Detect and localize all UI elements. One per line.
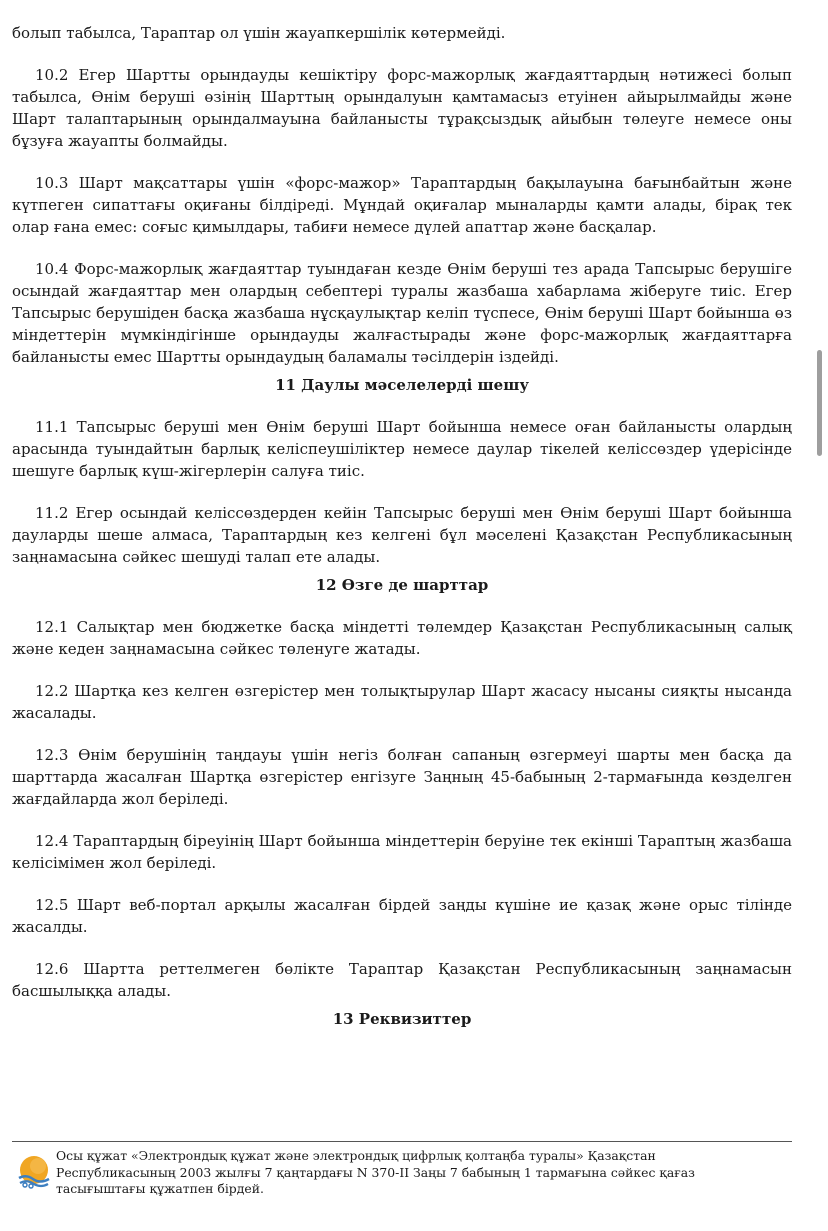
- paragraph-12-2: 12.2 Шартқа кез келген өзгерістер мен толықтырулар Шарт жасасу нысаны сияқты нысанда жасалады.: [12, 682, 792, 722]
- paragraph-10-1-continuation: болып табылса, Тараптар ол үшін жауапкершілік көтермейді.: [12, 24, 506, 42]
- paragraph-12-3: 12.3 Өнім берушінің таңдауы үшін негіз болған сапаның өзгермеуі шарты мен басқа да шарттарда жасалған Шартқа өзгерістер енгізуге Заңның 45-бабының 2-тармағында көзделген жағдайларда жол беріледі.: [12, 746, 792, 808]
- paragraph-10-4: 10.4 Форс-мажорлық жағдаяттар туындаған кезде Өнім беруші тез арада Тапсырыс берушіге осындай жағдаяттар мен олардың себептері туралы жазбаша хабарлама жіберуге тиіс. Егер Тапсырыс берушіден басқа жазбаша нұсқаулықтар келіп түспесе, Өнім беруші Шарт бойынша өз міндеттерін мүмкіндігінше орындауды жалғастырады және форс-мажорлық жағдаяттарға байланысты емес Шартты орындаудың баламалы тәсілдерін іздейді.: [12, 260, 792, 366]
- section-13-heading: 13 Реквизиттер: [332, 1010, 472, 1028]
- paragraph-12-4: 12.4 Тараптардың біреуінің Шарт бойынша міндеттерін беруіне тек екінші Тараптың жазбаша келісімімен жол беріледі.: [12, 832, 792, 872]
- section-11-heading: 11 Даулы мәселелерді шешу: [275, 376, 529, 394]
- egov-sun-logo-icon: [16, 1154, 52, 1190]
- paragraph-11-1: 11.1 Тапсырыс беруші мен Өнім беруші Шарт бойынша немесе оған байланысты олардың арасында туындайтын барлық келіспеушіліктер немесе даулар тікелей келіссөздер үдерісінде шешуге барлық күш-жігерлерін салуға тиіс.: [12, 418, 792, 480]
- paragraph-12-1: 12.1 Салықтар мен бюджетке басқа міндетті төлемдер Қазақстан Республикасының салық және кеден заңнамасына сәйкес төленуге жатады.: [12, 618, 792, 658]
- paragraph-12-5: 12.5 Шарт веб-портал арқылы жасалған бірдей заңды күшіне ие қазақ және орыс тілінде жасалды.: [12, 896, 792, 936]
- document-body: [12, 22, 792, 1050]
- paragraph-11-2: 11.2 Егер осындай келіссөздерден кейін Тапсырыс беруші мен Өнім беруші Шарт бойынша дауларды шеше алмаса, Тараптардың кез келгені бұл мәселені Қазақстан Республикасының заңнамасына сәйкес шешуді талап ете алады.: [12, 504, 792, 566]
- footer-legal-text: Осы құжат «Электрондық құжат және электрондық цифрлық қолтаңба туралы» Қазақстан Республикасының 2003 жылғы 7 қаңтардағы N 370-II Заңы 7 бабының 1 тармағына сәйкес қағаз тасығыштағы құжатпен бірдей.: [56, 1148, 695, 1196]
- section-12-heading: 12 Өзге де шарттар: [315, 576, 489, 594]
- paragraph-10-2: 10.2 Егер Шартты орындауды кешіктіру форс-мажорлық жағдаяттардың нәтижесі болып табылса, Өнім беруші өзінің Шарттың орындалуын қамтамасыз етуінен айырылмайды және Шарт талаптарының орындалмауына байланысты тұрақсыздық айыбын төлеуге немесе оны бұзуға жауапты болмайды.: [12, 66, 792, 150]
- vertical-scrollbar-thumb[interactable]: [817, 350, 822, 456]
- footer-disclaimer: [12, 1141, 792, 1196]
- paragraph-12-6: 12.6 Шартта реттелмеген бөлікте Тараптар Қазақстан Республикасының заңнамасын басшылыққа алады.: [12, 960, 792, 1000]
- paragraph-10-3: 10.3 Шарт мақсаттары үшін «форс-мажор» Тараптардың бақылауына бағынбайтын және күтпеген сипаттағы оқиғаны білдіреді. Мұндай оқиғалар мыналарды қамти алады, бірақ тек олар ғана емес: соғыс қимылдары, табиғи немесе дүлей апаттар және басқалар.: [12, 174, 792, 236]
